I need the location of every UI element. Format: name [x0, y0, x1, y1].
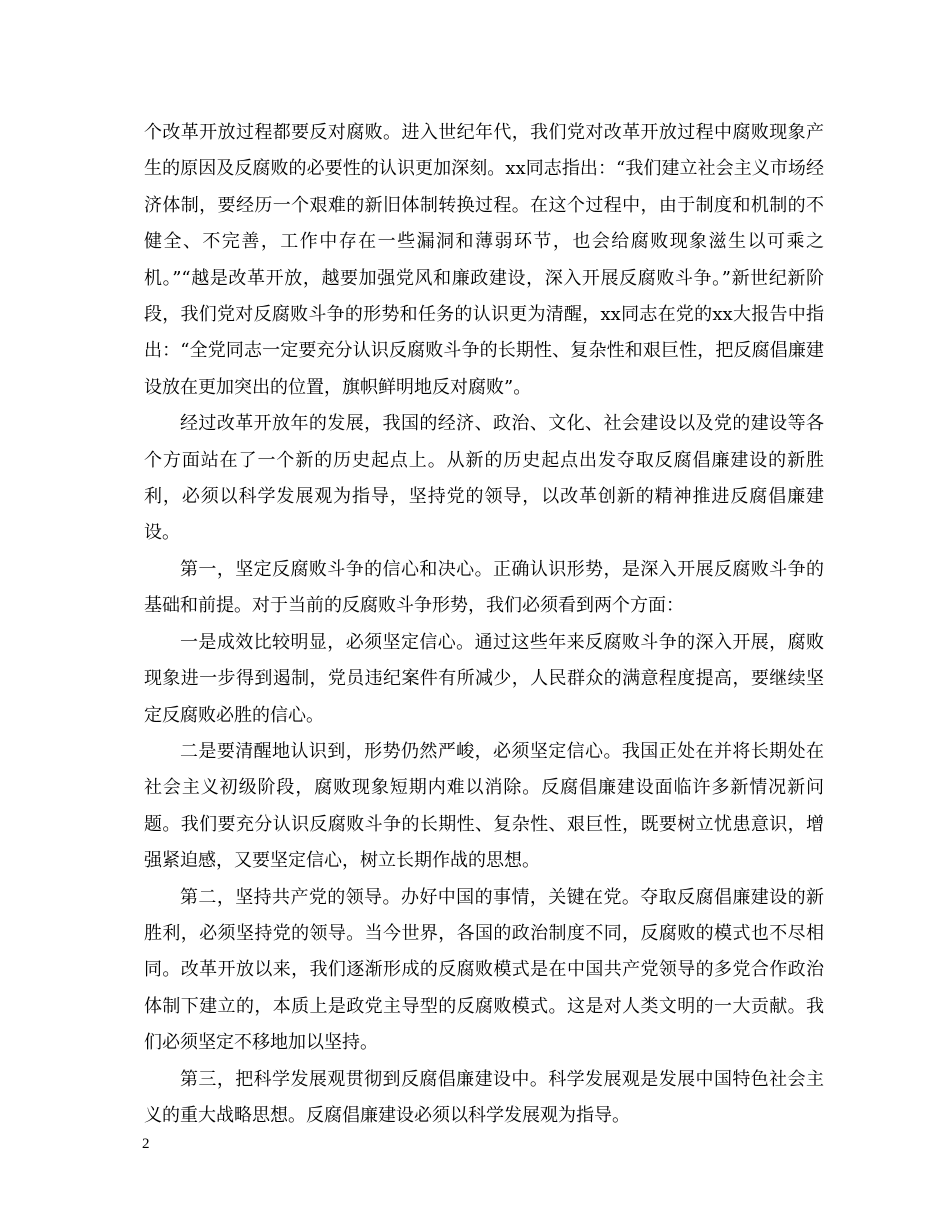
page-number: 2 — [142, 1136, 150, 1152]
paragraph: 二是要清醒地认识到，形势仍然严峻，必须坚定信心。我国正处在并将长期处在社会主义初级阶段，腐败现象短期内难以消除。反腐倡廉建设面临许多新情况新问题。我们要充分认识反腐败斗争的长期性、复杂性、艰巨性，既要树立忧患意识，增强紧迫感，又要坚定信心，树立长期作战的思想。 — [144, 740, 824, 872]
paragraph: 一是成效比较明显，必须坚定信心。通过这些年来反腐败斗争的深入开展，腐败现象进一步得到遏制，党员违纪案件有所减少，人民群众的满意程度提高，要继续坚定反腐败必胜的信心。 — [144, 631, 824, 726]
paragraph: 第三，把科学发展观贯彻到反腐倡廉建设中。科学发展观是发展中国特色社会主义的重大战略思想。反腐倡廉建设必须以科学发展观为指导。 — [144, 1068, 824, 1126]
paragraph: 经过改革开放年的发展，我国的经济、政治、文化、社会建设以及党的建设等各个方面站在了一个新的历史起点上。从新的历史起点出发夺取反腐倡廉建设的新胜利，必须以科学发展观为指导，坚持党的领导，以改革创新的精神推进反腐倡廉建设。 — [144, 413, 824, 544]
paragraph: 个改革开放过程都要反对腐败。进入世纪年代，我们党对改革开放过程中腐败现象产生的原因及反腐败的必要性的认识更加深刻。xx同志指出：“我们建立社会主义市场经济体制，要经历一个艰难的新旧体制转换过程。在这个过程中，由于制度和机制的不健全、不完善，工作中存在一些漏洞和薄弱环节，也会给腐败现象滋生以可乘之机。”“越是改革开放，越要加强党风和廉政建设，深入开展反腐败斗争。”新世纪新阶段，我们党对反腐败斗争的形势和任务的认识更为清醒，xx同志在党的xx大报告中指出：“全党同志一定要充分认识反腐败斗争的长期性、复杂性和艰巨性，把反腐倡廉建设放在更加突出的位置，旗帜鲜明地反对腐败”。 — [144, 122, 824, 398]
paragraph: 第二，坚持共产党的领导。办好中国的事情，关键在党。夺取反腐倡廉建设的新胜利，必须坚持党的领导。当今世界，各国的政治制度不同，反腐败的模式也不尽相同。改革开放以来，我们逐渐形成的反腐败模式是在中国共产党领导的多党合作政治体制下建立的，本质上是政党主导型的反腐败模式。这是对人类文明的一大贡献。我们必须坚定不移地加以坚持。 — [144, 886, 824, 1054]
body-text — [144, 115, 824, 1134]
paragraph: 第一，坚定反腐败斗争的信心和决心。正确认识形势，是深入开展反腐败斗争的基础和前提。对于当前的反腐败斗争形势，我们必须看到两个方面： — [144, 558, 824, 617]
